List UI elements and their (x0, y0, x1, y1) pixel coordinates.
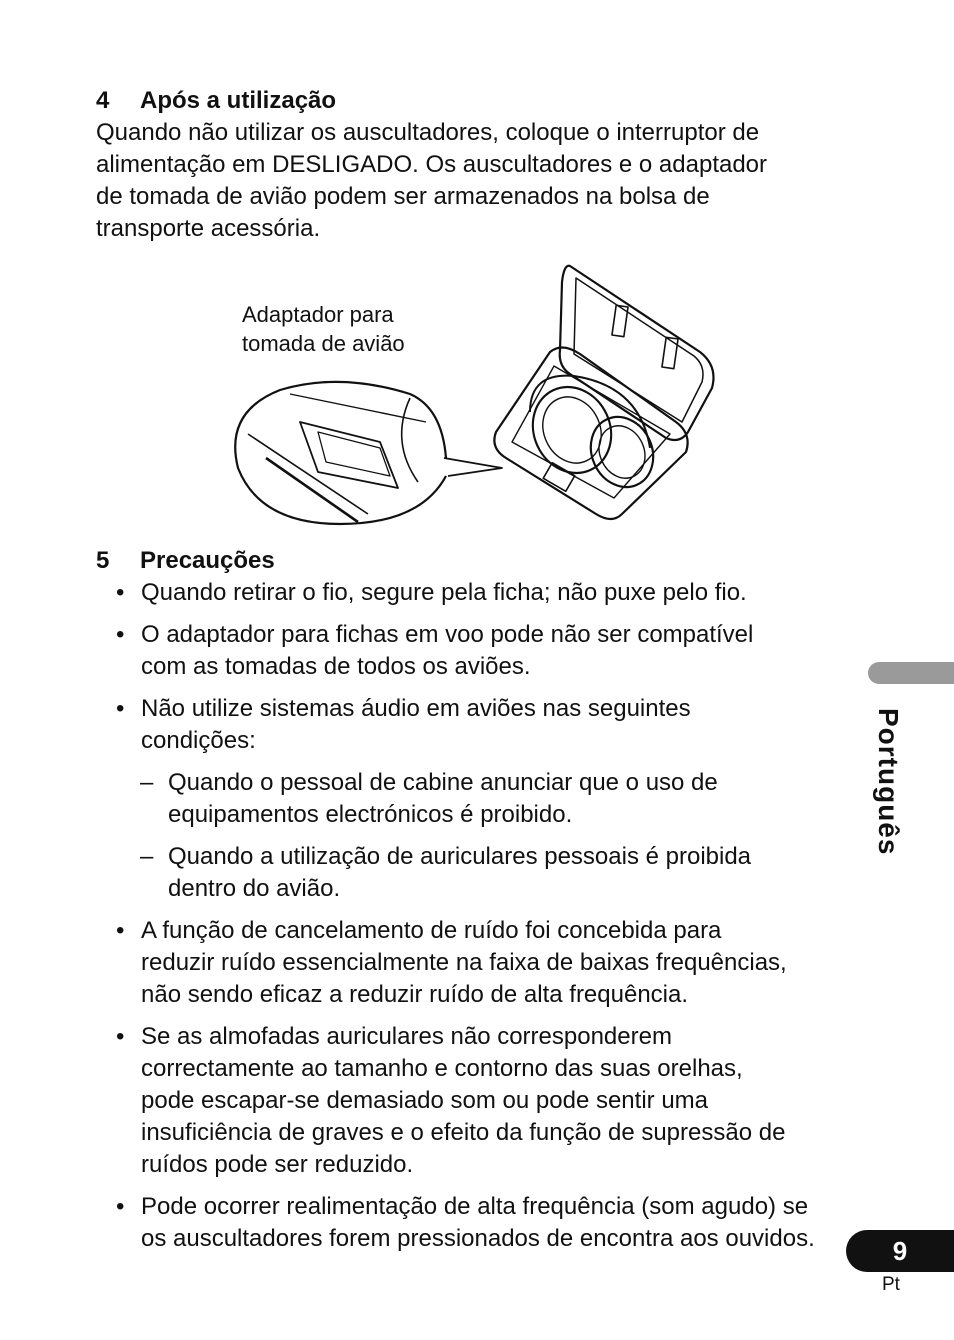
item-line: Não utilize sistemas áudio em aviões nas seguintes (141, 695, 691, 722)
language-tab-marker (868, 662, 954, 684)
list-item (96, 1021, 856, 1181)
item-line: Pode ocorrer realimentação de alta frequência (som agudo) se (141, 1193, 809, 1220)
item-line: Quando o pessoal de cabine anunciar que o uso de (168, 769, 718, 796)
item-line: Quando a utilização de auriculares pessoais é proibida (168, 843, 752, 870)
callout-line: tomada de avião (242, 331, 405, 356)
language-tab-label: Português (873, 708, 904, 856)
magnified-circle (235, 382, 446, 524)
bullet-marker: • (116, 695, 125, 722)
callout-pointer (444, 458, 502, 476)
item-line: O adaptador para fichas em voo pode não ser compatível (141, 621, 754, 648)
item-line: dentro do avião. (168, 875, 341, 902)
item-line: equipamentos electrónicos é proibido. (168, 801, 573, 828)
paragraph-line: de tomada de avião podem ser armazenados na bolsa de (96, 183, 710, 210)
precautions-list (96, 577, 856, 1265)
sub-list-item (96, 841, 856, 905)
item-line: ruídos pode ser reduzido. (141, 1151, 414, 1178)
section-5-heading (96, 546, 275, 576)
lid-clip-right (662, 337, 678, 368)
item-line: A função de cancelamento de ruído foi concebida para (141, 917, 722, 944)
bullet-marker: • (116, 621, 125, 648)
language-code: Pt (882, 1274, 900, 1295)
dash-marker: – (140, 843, 154, 870)
bullet-marker: • (116, 1193, 125, 1220)
list-item (96, 915, 856, 1011)
list-item (96, 1191, 856, 1255)
section-title: Precauções (140, 547, 275, 574)
item-line: insuficiência de graves e o efeito da função de supressão de (141, 1119, 786, 1146)
item-line: os auscultadores forem pressionados de encontra aos ouvidos. (141, 1225, 815, 1252)
section-title: Após a utilização (140, 87, 337, 114)
item-line: condições: (141, 727, 256, 754)
dash-marker: – (140, 769, 154, 796)
bullet-marker: • (116, 917, 125, 944)
bullet-marker: • (116, 579, 125, 606)
callout-line: Adaptador para (242, 302, 394, 327)
section-4-heading (96, 86, 336, 116)
item-line: não sendo eficaz a reduzir ruído de alta frequência. (141, 981, 689, 1008)
section-4-paragraph (96, 117, 856, 245)
section-number: 5 (96, 547, 110, 574)
section-number: 4 (96, 87, 110, 114)
item-line: pode escapar-se demasiado som ou pode sentir uma (141, 1087, 708, 1114)
item-line: reduzir ruído essencialmente na faixa de baixas frequências, (141, 949, 787, 976)
case-lid-inner (574, 278, 703, 422)
list-item (96, 577, 856, 609)
item-line: com as tomadas de todos os aviões. (141, 653, 531, 680)
list-item (96, 693, 856, 757)
sub-list-item (96, 767, 856, 831)
adapter-in-case (543, 463, 575, 492)
item-line: correctamente ao tamanho e contorno das suas orelhas, (141, 1055, 743, 1082)
paragraph-line: transporte acessória. (96, 215, 321, 242)
item-line: Se as almofadas auriculares não corresponderem (141, 1023, 672, 1050)
page-number: 9 (846, 1230, 954, 1272)
figure-callout (242, 300, 462, 358)
item-line: Quando retirar o fio, segure pela ficha; não puxe pelo fio. (141, 579, 747, 606)
paragraph-line: alimentação em DESLIGADO. Os auscultadores e o adaptador (96, 151, 768, 178)
bullet-marker: • (116, 1023, 125, 1050)
list-item (96, 619, 856, 683)
paragraph-line: Quando não utilizar os auscultadores, coloque o interruptor de (96, 119, 760, 146)
